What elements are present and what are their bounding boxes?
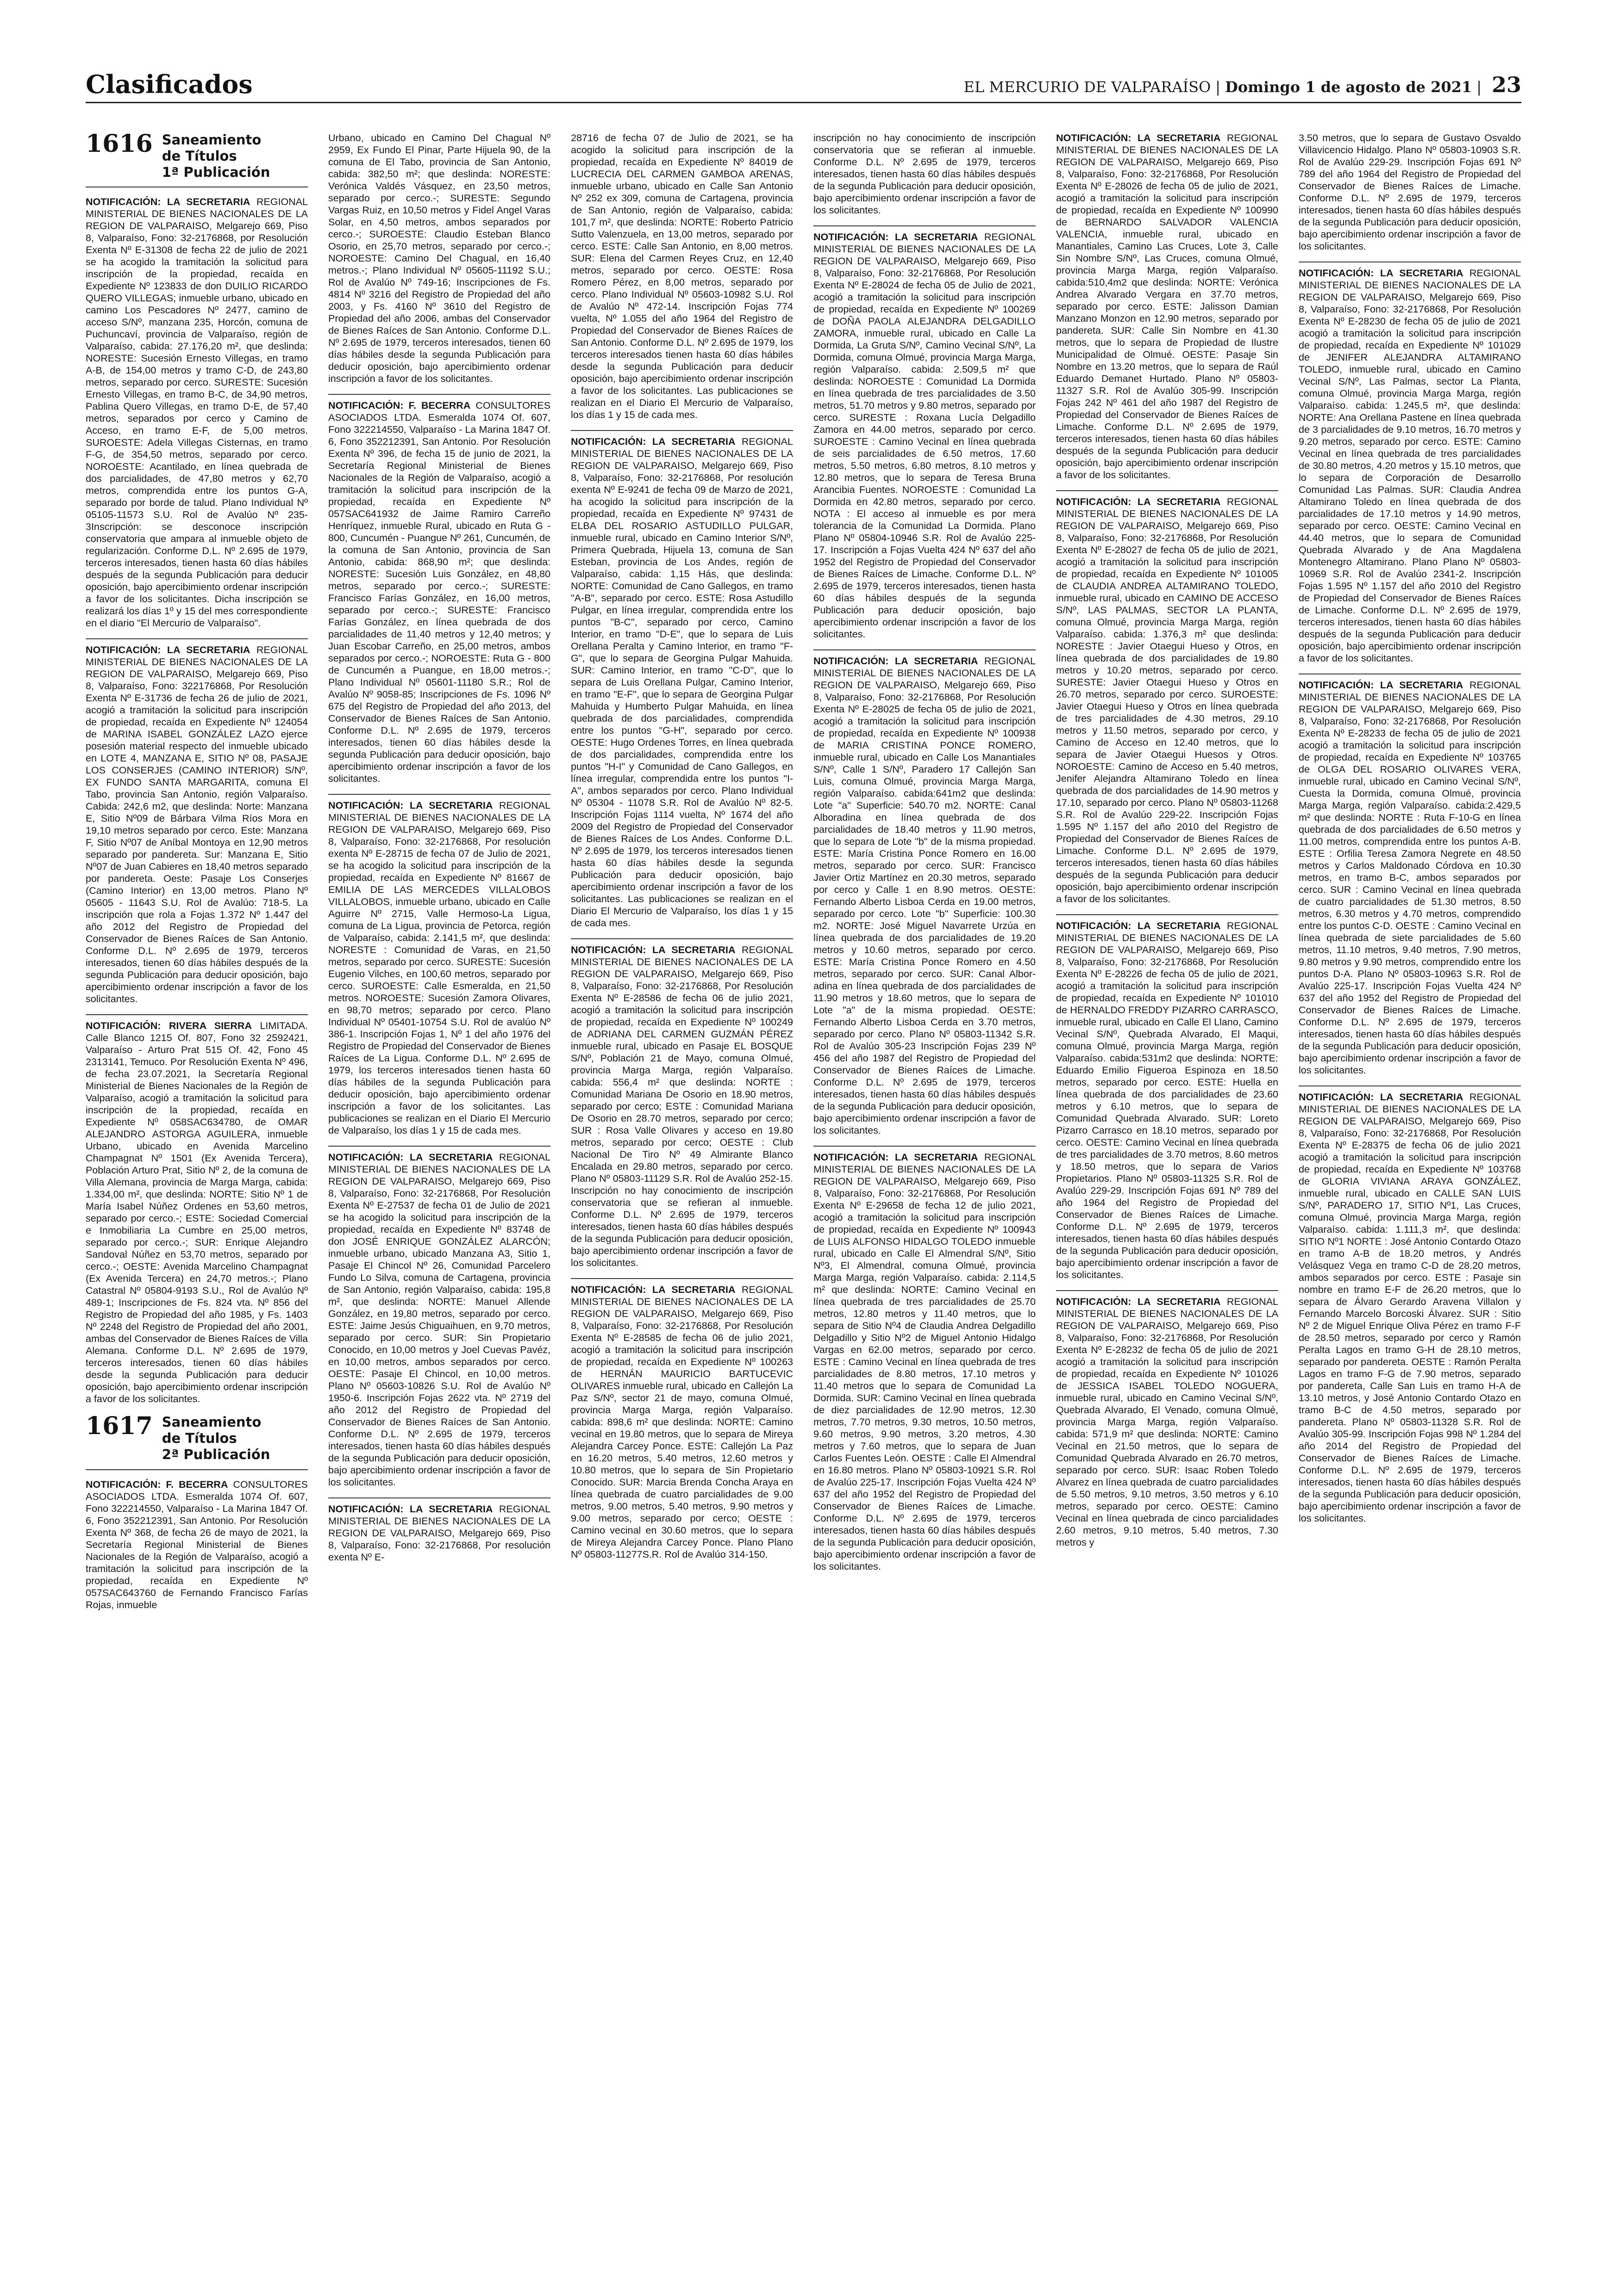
notice-lead: NOTIFICACIÓN: LA SECRETARIA [571, 944, 736, 955]
issue-date: Domingo 1 de agosto de 2021 [1225, 78, 1472, 96]
notice-lead: NOTIFICACIÓN: LA SECRETARIA [1299, 680, 1463, 691]
newspaper-name: EL MERCURIO DE VALPARAÍSO [963, 78, 1211, 96]
legal-notice [1299, 1086, 1521, 1524]
notice-body: REGIONAL MINISTERIAL DE BIENES NACIONALES DE LA REGION DE VALPARAISO, Melgarejo 669, Piso 8, Valparaíso, Fono: 32-2176868, Por resolución exenta Nº E-9241 de fecha 09 de Marzo de 2021, ha acogido la solicitud para inscripción de la propiedad, recaída en Expediente Nº 97431 de ELBA DEL ROSARIO ASTUDILLO PULGAR, inmueble rural, ubicado en Camino Interior S/Nº, Primera Quebrada, Hijuela 13, comuna de San Esteban, provincia de Los Andes, región de Valparaíso, cabida: 1,15 Hás, que deslinda: NORTE: Comunidad de Cano Gallegos, en tramo "A-B", separado por cerco. ESTE: Rosa Astudillo Pulgar, en línea irregular, comprendida entre los puntos "B-C", separado por cerco, Camino Interior, en tramo "D-E", que lo separa de Luis Orellana Peralta y Camino Interior, en tramo "F-G", que lo separa de Georgina Pulgar Mahuida. SUR: Camino Interior, en tramo "C-D", que lo separa de Luis Orellana Pulgar, Camino Interior, en tramo "E-F", que lo separa de Georgina Pulgar Mahuida y Humberto Pulgar Mahuida, en línea quebrada de dos parcialidades, comprendida entre los puntos "G-H", separado por cerco. OESTE: Hugo Ordenes Torres, en línea quebrada de dos parcialidades, comprendida entre los puntos "H-I" y Comunidad de Cano Gallegos, en línea irregular, comprendida entre los puntos "I-A", ambos separados por cerco. Plano Individual Nº 05304 - 11078 S.R. Rol de Avalúo Nº 82-5. Inscripción Fojas 1114 vuelta, Nº 1674 del año 2009 del Registro de Propiedad del Conservador de Bienes Raíces de Los Andes. Conforme D.L. Nº 2.695 de 1979, los terceros interesados tienen hasta 60 días hábiles desde la segunda Publicación para deducir oposición, bajo apercibimiento ordenar inscripción a favor de los solicitantes. Las publicaciones se realizan en el Diario El Mercurio de Valparaíso, los días 1 y 15 de cada mes. [571, 436, 793, 929]
legal-notice [1056, 914, 1278, 1281]
notice-lead: NOTIFICACIÓN: LA SECRETARIA [1299, 268, 1463, 279]
page-number: 23 [1491, 72, 1521, 97]
category-number: 1616 [86, 132, 153, 158]
notice-lead: NOTIFICACIÓN: LA SECRETARIA [328, 1504, 493, 1515]
notice-lead: NOTIFICACIÓN: LA SECRETARIA [1056, 132, 1221, 144]
category-number: 1617 [86, 1412, 153, 1441]
notice-body: CONSULTORES ASOCIADOS LTDA. Esmeralda 1074 Of. 607, Fono 322214550, Valparaíso - La Marina 1847 Of. 6, Fono 352212391, San Antonio. Por Resolución Exenta Nº 368, de fecha 26 de mayo de 2021, la Secretaría Regional Ministerial de Bienes Nacionales de la Región de Valparaíso, acogió a tramitación la solicitud para inscripción de la propiedad, recaída en Expediente Nº 057SAC643760 de Fernando Francisco Farías Rojas, inmueble [86, 1479, 308, 1610]
header-separator: | [1215, 78, 1221, 96]
category-line: de Títulos [162, 148, 237, 164]
notice-lead: NOTIFICACIÓN: LA SECRETARIA [1299, 1092, 1463, 1103]
column-4 [813, 132, 1036, 2252]
notice-body: inscripción no hay conocimiento de inscripción conservatoria que se refieran al inmueble. Conforme D.L. Nº 2.695 de 1979, terceros interesados, tienen hasta 60 días hábiles después de la segunda Publicación para deducir oposición, bajo apercibimiento ordenar inscripción a favor de los solicitantes. [813, 132, 1036, 216]
notice-body: REGIONAL MINISTERIAL DE BIENES NACIONALES DE LA REGION DE VALPARAISO, Melgarejo 669, Piso 8, Valparaíso, Fono: 32-2176868, Por Resolución Exenta Nº E-28027 de fecha 05 de julio de 2021, acogió a tramitación la solicitud para inscripción de propiedad, recaída en Expediente Nº 101005 de CLAUDIA ANDREA ALTAMIRANO TOLEDO, inmueble rural, ubicado en CAMINO DE ACCESO S/Nº, LAS PALMAS, SECTOR LA PLANTA, comuna Olmué, provincia Marga Marga, región Valparaíso. cabida: 1.376,3 m² que deslinda: NORESTE : Javier Otaegui Hueso y Otros, en línea quebrada de dos parcialidades de 19.80 metros y 10.20 metros, separado por cerco. SURESTE: Javier Otaegui Hueso y Otros en 26.70 metros, separado por cerco. SUROESTE: Javier Otaegui Hueso y Otros en línea quebrada de tres parcialidades de 4.30 metros, 29.10 metros y 11.50 metros, separado por cerco, y Camino de Acceso en 12.40 metros, que lo separa de Javier Otaegui Huesos y Otros. NOROESTE: Camino de Acceso en 5.40 metros, Jenifer Alejandra Altamirano Toledo en línea quebrada de dos parcialidades de 14.90 metros y 17.10, separado por cerco. Plano Nº 05803-11268 S.R. Rol de Avalúo 229-22. Inscripción Fojas 1.595 Nº 1.157 del año 2010 del Registro de Propiedad del Conservador de Bienes Raíces de Limache. Conforme D.L. Nº 2.695 de 1979, terceros interesados, tienen hasta 60 días hábiles después de la segunda Publicación para deducir oposición, bajo apercibimiento ordenar inscripción a favor de los solicitantes. [1056, 496, 1278, 905]
legal-notice [571, 938, 793, 1269]
legal-notice [328, 1146, 550, 1488]
notice-lead: NOTIFICACIÓN: LA SECRETARIA [813, 231, 978, 243]
column-6 [1299, 132, 1521, 2252]
column-3 [571, 132, 793, 2252]
category-title [162, 1414, 270, 1462]
notice-body: REGIONAL MINISTERIAL DE BIENES NACIONALES DE LA REGION DE VALPARAISO, Melgarejo 669, Piso 8, Valparaíso, Fono: 32-2176868, Por Resolución Exenta Nº E-28375 de fecha 06 de julio 2021 acogió a tramitación la solicitud para inscripción de propiedad, recaída en Expediente Nº 103768 de GLORIA VIVIANA ARAYA GONZÁLEZ, inmueble rural, ubicado en CALLE SAN LUIS S/Nº, PARADERO 17, SITIO Nº1, Las Cruces, comuna Olmué, provincia Marga Marga, región Valparaíso. cabida: 1.111,3 m², que deslinda: SITIO Nº1 NORTE : José Antonio Contardo Otazo en tramo A-B de 18.20 metros, y Andrés Velásquez Vega en tramo C-D de 28.20 metros, ambos separados por cerco. ESTE : Pasaje sin nombre en tramo E-F de 26.20 metros, que lo separa de Álvaro Gerardo Aravena Villalon y Fernando Marcelo Borcoski Álvarez. SUR : Sitio Nº 2 de Miguel Enrique Oliva Pérez en tramo F-F de 28.50 metros, separado por cerco y Ramón Peralta Lagos en tramo G-H de 28.10 metros, separado por pandereta. OESTE : Ramón Peralta Lagos en tramo F-G de 7.90 metros, separado por pandereta, Calle San Luis en tramo H-A de 13.10 metros, y José Antonio Contardo Otazo en tramo B-C de 4.50 metros, separado por pandereta. Plano Nº 05803-11328 S.R. Rol de Avalúo 305-99. Inscripción Fojas 998 Nº 1.284 del año 2014 del Registro de Propiedad del Conservador de Bienes Raíces de Limache. Conforme D.L. Nº 2.695 de 1979, terceros interesados, tienen hasta 60 días hábiles después de la segunda Publicación para deducir oposición, bajo apercibimiento ordenar inscripción a favor de los solicitantes. [1299, 1092, 1521, 1524]
legal-notice [86, 1014, 308, 1405]
column-5 [1056, 132, 1278, 2252]
section-title: Clasificados [86, 69, 253, 99]
notice-lead: NOTIFICACIÓN: LA SECRETARIA [813, 1152, 978, 1163]
category-line: Saneamiento [162, 132, 262, 148]
legal-notice [813, 1146, 1036, 1572]
notice-body: REGIONAL MINISTERIAL DE BIENES NACIONALES DE LA REGION DE VALPARAISO, Melgarejo 669, Piso 8, Valparaíso, Fono: 32-2176868, Por Resolución Exenta Nº E-28232 de fecha 05 de julio de 2021 acogió a tramitación la solicitud para inscripción de propiedad, recaída en Expediente Nº 101026 de JESSICA ISABEL TOLEDO NOGUERA, inmueble rural, ubicado en Camino Vecinal S/Nº, Quebrada Alvarado, El Venado, comuna Olmué, provincia Marga Marga, región Valparaíso. cabida: 571,9 m² que deslinda: NORTE: Camino Vecinal en 21.50 metros, que lo separa de Comunidad Quebrada Alvarado en 26.70 metros, separado por cerco. SUR: Isaac Roben Toledo Alvarez en línea quebrada de cuatro parcialidades de 5.50 metros, 9.10 metros, 3.50 metros y 6.10 metros, separado por cerco. OESTE: Camino Vecinal en línea quebrada de cinco parcialidades 2.60 metros, 9.10 metros, 5.40 metros, 7.30 metros y [1056, 1296, 1278, 1548]
legal-notice [86, 196, 308, 629]
legal-notice-continued [813, 132, 1036, 216]
notice-lead: NOTIFICACIÓN: LA SECRETARIA [571, 436, 736, 447]
legal-notice [571, 1278, 793, 1560]
legal-notice [328, 794, 550, 1136]
notice-body: REGIONAL MINISTERIAL DE BIENES NACIONALES DE LA REGION DE VALPARAISO, Melgarejo 669, Piso 8, Valparaíso, Fono: 32-2176868, Por Resolución Exenta Nº E-28025 de fecha 05 de julio de 2021, acogió a tramitación la solicitud para inscripción de propiedad, recaída en Expediente Nº 100938 de MARIA CRISTINA PONCE ROMERO, inmueble rural, ubicado en Calle Los Manantiales S/Nº, Calle 1 S/Nº, Paradero 17 Callejón San Luis, comuna Olmué, provincia Marga Marga, región Valparaíso. cabida:641m2 que deslinda: Lote "a" Superficie: 540.70 m2. NORTE: Canal Alboradina en línea quebrada de dos parcialidades de 18.40 metros y 11.90 metros, que lo separa de Lote "b" de la misma propiedad. ESTE: María Cristina Ponce Romero en 16.00 metros, separado por cerco. SUR: Francisco Javier Ortiz Martínez en 20.30 metros, separado por cerco y Calle 1 en 8.90 metros. OESTE: Fernando Alberto Lisboa Cerda en 19.00 metros, separado por cerco. Lote "b" Superficie: 100.30 m2. NORTE: José Miguel Navarrete Urzúa en línea quebrada de dos parcialidades de 19.20 metros y 10.60 metros, separado por cerco. ESTE: María Cristina Ponce Romero en 4.50 metros, separado por cerco. SUR: Canal Alboradina en línea quebrada de dos parcialidades de 11.90 metros y 18.60 metros, que lo separa de Lote "a" de la misma propiedad. OESTE: Fernando Alberto Lisboa Cerda en 3.70 metros, separado por cerco. Plano Nº 05803-11342 S.R. Rol de Avalúo 305-23 Inscripción Fojas 239 Nº 456 del año 1987 del Registro de Propiedad del Conservador de Bienes Raíces de Limache. Conforme D.L. Nº 2.695 de 1979, terceros interesados, tienen hasta 60 días hábiles después de la segunda Publicación para deducir oposición, bajo apercibimiento ordenar inscripción a favor de los solicitantes. [813, 655, 1036, 1136]
notice-lead: NOTIFICACIÓN: RIVERA SIERRA [86, 1020, 252, 1032]
notice-body: Urbano, ubicado en Camino Del Chagual Nº 2959, Ex Fundo El Pinar, Parte Hijuela 90, de la comuna de El Tabo, provincia de San Antonio, cabida: 382,50 m²; que deslinda: NORESTE: Verónica Valdés Vásquez, en 23,50 metros, separado por cerco.-; SURESTE: Segundo Vargas Ruiz, en 10,50 metros y Fidel Angel Varas Solar, en 4,50 metros, ambos separados por cerco.-; SUROESTE: Claudio Esteban Blanco Osorio, en 25,70 metros, separado por cerco.-; NOROESTE: Camino Del Chagual, en 16,40 metros.-; Plano Individual Nº 05605-11192 S.U.; Rol de Avalúo Nº 749-16; Inscripciones de Fs. 4814 Nº 3216 del Registro de Propiedad del año 2003, y Fs. 4160 Nº 3610 del Registro de Propiedad del año 2006, ambas del Conservador de Bienes Raíces de San Antonio. Conforme D.L. Nº 2.695 de 1979, terceros interesados, tienen 60 días hábiles desde la segunda Publicación para deducir oposición, bajo apercibimiento ordenar inscripción a favor de los solicitantes. [328, 132, 550, 384]
notice-body: REGIONAL MINISTERIAL DE BIENES NACIONALES DE LA REGION DE VALPARAISO, Melgarejo 669, Piso 8, Valparaíso, Fono: 32-2176868, por Resolución Exenta Nº E-31308 de fecha 22 de julio de 2021 se ha acogido la tramitación la solicitud para inscripción de la propiedad, recaída en Expediente Nº 123833 de don DUILIO RICARDO QUERO VILLEGAS; inmueble urbano, ubicado en camino Los Pescadores Nº 2477, camino de acceso S/Nº, manzana 235, Horcón, comuna de Puchuncaví, provincia de Valparaíso, región de Valparaíso, cabida: 27.176,20 m², que deslinda: NORESTE: Sucesión Ernesto Villegas, en tramo A-B, de 154,00 metros y tramo C-D, de 243,80 metros, separado por cerco. SURESTE: Sucesión Ernesto Villegas, en tramo B-C, de 34,90 metros, Pablina Quero Villegas, en tramo D-E, de 57,40 metros, separados por cerco y Camino de Acceso, en tramo E-F, de 5,00 metros. SUROESTE: Adela Villegas Cisternas, en tramo F-G, de 354,50 metros, separado por cerco. NOROESTE: Acantilado, en línea quebrada de dos parcialidades, de 47,80 metros y 62,70 metros, comprendida entre los puntos G-A, separado por borde de talud. Plano Individual Nº 05105-11573 S.U. Rol de Avalúo Nº 235-3Inscripción: se desconoce inscripción conservatoria que ampara al inmueble objeto de regularización. Conforme D.L. Nº 2.695 de 1979, terceros interesados, tienen hasta 60 días hábiles después de la segunda Publicación para deducir oposición, bajo apercibimiento ordenar inscripción a favor de los solicitantes. Dicha inscripción se realizará los días 1º y 15 del mes correspondiente en el diario "El Mercurio de Valparaíso". [86, 196, 308, 629]
notice-lead: NOTIFICACIÓN: LA SECRETARIA [1056, 920, 1221, 931]
legal-notice [571, 430, 793, 929]
notice-body: REGIONAL MINISTERIAL DE BIENES NACIONALES DE LA REGION DE VALPARAISO, Melgarejo 669, Piso 8, Valparaíso, Fono: 32-2176868, Por Resolución Exenta Nº E-28024 de fecha 05 de Julio de 2021, acogió a tramitación la solicitud para inscripción de propiedad, recaída en Expediente Nº 100269 de DOÑA PAOLA ALEJANDRA DELGADILLO ZAMORA, inmueble rural, ubicado en Calle La Dormida, La Gruta S/Nº, Camino Vecinal S/Nº, La Dormida, comuna Olmué, provincia Marga Marga, región Valparaíso. cabida: 2.509,5 m² que deslinda: NOROESTE : Comunidad La Dormida en línea quebrada de tres parcialidades de 3.50 metros, 51.70 metros y 9.80 metros, separado por cerco. SURESTE : Roxana Lucía Delgadillo Zamora en 44.00 metros, separado por cerco. SUROESTE : Camino Vecinal en línea quebrada de seis parcialidades de 6.50 metros, 17.60 metros, 5.50 metros, 6.80 metros, 8.10 metros y 12.80 metros, que lo separa de Teresa Bruna Arancibia Fuentes. NOROESTE : Comunidad La Dormida en 42.80 metros, separado por cerco. NOTA : El acceso al inmueble es por mera tolerancia de la Comunidad La Dormida. Plano Plano Nº 05804-10946 S.R. Rol de Avalúo 225-17. Inscripción a Fojas Vuelta 424 Nº 637 del año 1952 del Registro de Propiedad del Conservador de Bienes Raíces de Limache. Conforme D.L. Nº 2.695 de 1979, terceros interesados, tienen hasta 60 días hábiles después de la segunda Publicación para deducir oposición, bajo apercibimiento ordenar inscripción a favor de los solicitantes. [813, 231, 1036, 640]
notice-body: REGIONAL MINISTERIAL DE BIENES NACIONALES DE LA REGION DE VALPARAISO, Melgarejo 669, Piso 8, Valparaíso, Fono: 32-2176868, Por Resolución Exenta Nº E-28233 de fecha 05 de julio de 2021 acogió a tramitación la solicitud para inscripción de propiedad, recaída en Expediente Nº 103765 de OLGA DEL ROSARIO OLIVARES VERA, inmueble rural, ubicado en Camino Vecinal S/Nº, Cuesta la Dormida, comuna Olmué, provincia Marga Marga, región Valparaíso. cabida:2.429,5 m² que deslinda: NORTE : Ruta F-10-G en línea quebrada de dos parcialidades de 6.50 metros y 11.00 metros, comprendida entre los puntos A-B. ESTE : Orfilia Teresa Zamora Negrete en 48.50 metros y Carlos Maldonado Córdova en 10.30 metros, en tramo B-C, ambos separados por cerco. SUR : Camino Vecinal en línea quebrada de cuatro parcialidades de 51.30 metros, 8.50 metros, 6.30 metros y 4.70 metros, comprendido entre los puntos C-D. OESTE : Camino Vecinal en línea quebrada de siete parcialidades de 5.60 metros, 11.10 metros, 9.40 metros, 7.90 metros, 9.80 metros y 9.90 metros, comprendido entre los puntos D-A. Plano Nº 05803-10963 S.R. Rol de Avalúo 225-17. Inscripción Fojas Vuelta 424 Nº 637 del año 1952 del Registro de Propiedad del Conservador de Bienes Raíces de Limache. Conforme D.L. Nº 2.695 de 1979, terceros interesados, tienen hasta 60 días hábiles después de la segunda Publicación para deducir oposición, bajo apercibimiento ordenar inscripción a favor de los solicitantes. [1299, 680, 1521, 1076]
legal-notice-continued [571, 132, 793, 421]
category-line: de Títulos [162, 1430, 237, 1447]
legal-notice [86, 638, 308, 1005]
paper-info [963, 72, 1521, 97]
notice-lead: NOTIFICACIÓN: LA SECRETARIA [1056, 1296, 1221, 1307]
notice-body: 28716 de fecha 07 de Julio de 2021, se ha acogido la solicitud para inscripción de la propiedad, recaída en Expediente Nº 84019 de LUCRECIA DEL CARMEN GAMBOA ARENAS, inmueble urbano, ubicado en Calle San Antonio Nº 252 ex 309, comuna de Cartagena, provincia de San Antonio, región de Valparaíso, cabida: 101,7 m², que deslinda: NORTE: Roberto Patricio Sutto Valenzuela, en 13,00 metros, separado por cerco. ESTE: Calle San Antonio, en 8,00 metros. SUR: Elena del Carmen Reyes Cruz, en 12,40 metros, separado por cerco. OESTE: Rosa Romero Pérez, en 8,00 metros, separado por cerco. Plano Individual Nº 05603-10982 S.U. Rol de Avalúo Nº 472-14. Inscripción Fojas 774 vuelta, Nº 1.055 del año 1964 del Registro de Propiedad del Conservador de Bienes Raíces de San Antonio. Conforme D.L. Nº 2.695 de 1979, los terceros interesados tienen hasta 60 días hábiles desde la segunda Publicación para deducir oposición, bajo apercibimiento ordenar inscripción a favor de los solicitantes. Las publicaciones se realizan en el Diario El Mercurio de Valparaíso, los días 1 y 15 de cada mes. [571, 132, 793, 420]
header-separator-2: | [1476, 78, 1482, 96]
notice-lead: NOTIFICACIÓN: LA SECRETARIA [86, 644, 250, 656]
category-header-1617 [86, 1414, 308, 1470]
column-1 [86, 132, 308, 2252]
legal-notice [328, 1497, 550, 1563]
legal-notice [1299, 262, 1521, 664]
category-line: Saneamiento [162, 1414, 262, 1430]
category-header-1616 [86, 132, 308, 187]
legal-notice [1299, 674, 1521, 1076]
notice-lead: NOTIFICACIÓN: LA SECRETARIA [571, 1284, 736, 1295]
notice-body: REGIONAL MINISTERIAL DE BIENES NACIONALES DE LA REGION DE VALPARAISO, Melgarejo 669, Piso 8, Valparaíso, Fono: 32-2176868, Por Resolución Exenta Nº E-28586 de fecha 06 de julio 2021, acogió a tramitación la solicitud para inscripción de propiedad, recaída en Expediente Nº 100249 de ADRIANA DEL CARMEN GUZMÁN PÉREZ inmueble rural, ubicado en Pasaje EL BOSQUE S/Nº, Población 21 de Mayo, comuna Olmué, provincia Marga Marga, región Valparaíso. cabida: 556,4 m² que deslinda: NORTE : Comunidad Mariana De Osorio en 18.90 metros, separado por cerco; ESTE : Comunidad Mariana De Osorio en 28.70 metros, separado por cerco; SUR : Rosa Valle Olivares y acceso en 19.80 metros, separado por cerco; OESTE : Club Nacional De Tiro Nº 49 Almirante Blanco Encalada en 29.80 metros, separado por cerco. Plano Nº 05803-11129 S.R. Rol de Avalúo 252-15. Inscripción no hay conocimiento de inscripción conservatoria que se refieran al inmueble. Conforme D.L. Nº 2.695 de 1979, terceros interesados, tienen hasta 60 días hábiles después de la segunda Publicación para deducir oposición, bajo apercibimiento ordenar inscripción a favor de los solicitantes. [571, 944, 793, 1268]
legal-notice [813, 225, 1036, 640]
notice-body: REGIONAL MINISTERIAL DE BIENES NACIONALES DE LA REGION DE VALPARAISO, Melgarejo 669, Piso 8, Valparaíso, Fono: 32-2176868, Por Resolución Exenta Nº E-28226 de fecha 05 de julio de 2021, acogió a tramitación la solicitud para inscripción de propiedad, recaída en Expediente Nº 101010 de HERNALDO FREDDY PIZARRO CARRASCO, inmueble rural, ubicado en Calle El Llano, Camino Vecinal S/Nº, Quebrada Alvarado, El Maqui, comuna Olmué, provincia Marga Marga, región Valparaíso. cabida:531m2 que deslinda: NORTE: Eduardo Emilio Figueroa Espinoza en 18.50 metros, separado por cerco. ESTE: Huella en línea quebrada de dos parcialidades de 23.60 metros y 6.10 metros, que lo separa de Comunidad Quebrada Alvarado. SUR: Loreto Pizarro Carrasco en 18.10 metros, separado por cerco. OESTE: Camino Vecinal en línea quebrada de tres parcialidades de 3.70 metros, 8.60 metros y 18.50 metros, que lo separa de Varios Propietarios. Plano Nº 05803-11325 S.R. Rol de Avalúo 229-29. Inscripción Fojas 691 Nº 789 del año 1964 del Registro de Propiedad del Conservador de Bienes Raíces de Limache. Conforme D.L. Nº 2.695 de 1979, terceros interesados, tienen hasta 60 días hábiles después de la segunda Publicación para deducir oposición, bajo apercibimiento ordenar inscripción a favor de los solicitantes. [1056, 920, 1278, 1280]
legal-notice [86, 1479, 308, 1611]
legal-notice [1056, 132, 1278, 481]
legal-notice [1056, 490, 1278, 905]
notice-body: REGIONAL MINISTERIAL DE BIENES NACIONALES DE LA REGION DE VALPARAISO, Melgarejo 669, Piso 8, Valparaíso, Fono: 32-2176868, Por Resolución Exenta Nº E-29658 de fecha 12 de julio 2021, acogió a tramitación la solicitud para inscripción de propiedad, recaída en Expediente Nº 100943 de LUIS ALFONSO HIDALGO TOLEDO inmueble rural, ubicado en Calle El Almendral S/Nº, Sitio Nº3, El Almendral, comuna Olmué, provincia Marga Marga, región Valparaíso. cabida: 2.114,5 m² que deslinda: NORTE: Camino Vecinal en línea quebrada de tres parcialidades de 25.70 metros, 12.80 metros y 11.40 metros, que lo separa de Sitio Nº4 de Claudia Andrea Delgadillo Delgadillo y Sitio Nº2 de Miguel Antonio Hidalgo Vargas en 62.00 metros, separado por cerco. ESTE : Camino Vecinal en línea quebrada de tres parcialidades de 8.80 metros, 17.10 metros y 11.40 metros que lo separa de Comunidad La Dormida. SUR: Camino Vecinal en línea quebrada de diez parcialidades de 12.90 metros, 12.30 metros, 7.70 metros, 9.30 metros, 10.50 metros, 9.60 metros, 9.90 metros, 3.20 metros, 4.30 metros y 7.60 metros, que lo separa de Juan Carlos Fuentes León. OESTE : Calle El Almendral en 16.80 metros. Plano Nº 05803-10921 S.R. Rol de Avalúo 225-17. Inscripción Fojas Vuelta 424 Nº 637 del año 1952 del Registro de Propiedad del Conservador de Bienes Raíces de Limache. Conforme D.L. Nº 2.695 de 1979, terceros interesados, tienen hasta 60 días hábiles después de la segunda Publicación para deducir oposición, bajo apercibimiento ordenar inscripción a favor de los solicitantes. [813, 1152, 1036, 1572]
notice-body: CONSULTORES ASOCIADOS LTDA. Esmeralda 1074 Of. 607, Fono 322214550, Valparaíso - La Marina 1847 Of. 6, Fono 352212391, San Antonio. Por Resolución Exenta Nº 396, de fecha 15 de junio de 2021, la Secretaría Regional Ministerial de Bienes Nacionales de la Región de Valparaíso, acogió a tramitación la solicitud para inscripción de la propiedad, recaída en Expediente Nº 057SAC641932 de Jaime Ramiro Carreño Henríquez, inmueble Rural, ubicado en Ruta G - 800, Cuncumén - Puangue Nº 261, Cuncumén, de la comuna de San Antonio, provincia de San Antonio, cabida: 868,90 m²; que deslinda: NORESTE: Sucesión Luis González, en 48,80 metros, separado por cerco.-; SURESTE: Francisco Farías González, en 16,00 metros, separado por cerco.-; SURESTE: Francisco Farías González, en línea quebrada de dos parcialidades de 11,40 metros y 12,40 metros; y Juan Escobar Carreño, en 25,00 metros, ambos separados por cerco.-; NOROESTE: Ruta G - 800 de Cuncumén a Puangue, en 18,00 metros.-; Plano Individual Nº 05601-11180 S.R.; Rol de Avalúo Nº 9058-85; Inscripciones de Fs. 1096 Nº 675 del Registro de Propiedad del año 2013, del Conservador de Bienes Raíces de San Antonio. Conforme D.L. Nº 2.695 de 1979, terceros interesados, tienen 60 días hábiles desde la segunda Publicación para deducir oposición, bajo apercibimiento ordenar inscripción a favor de los solicitantes. [328, 400, 550, 784]
notice-body: REGIONAL MINISTERIAL DE BIENES NACIONALES DE LA REGION DE VALPARAISO, Melgarejo 669, Piso 8, Valparaíso, Fono: 32-2176868, Por Resolución Exenta Nº E-28230 de fecha 05 de julio de 2021 acogió a tramitación la solicitud para inscripción de propiedad, recaída en Expediente Nº 101029 de JENIFER ALEJANDRA ALTAMIRANO TOLEDO, inmueble rural, ubicado en Camino Vecinal S/Nº, Las Palmas, sector La Planta, comuna Olmué, provincia Marga Marga, región Valparaíso. cabida: 1.245,5 m², que deslinda: NORTE: Ana Orellana Pastene en línea quebrada de 3 parcialidades de 9.10 metros, 16.70 metros y 9.20 metros, separado por cerco. ESTE: Camino Vecinal en línea quebrada de tres parcialidades de 30.80 metros, 4.20 metros y 15.10 metros, que lo separa de Corporación de Desarrollo Comunidad Las Palmas. SUR: Claudia Andrea Altamirano Toledo en línea quebrada de dos parcialidades de 17.10 metros y 14.90 metros, separado por cerco. OESTE: Camino Vecinal en 44.40 metros, que lo separa de Comunidad Quebrada Alvarado y de Ana Magdalena Montenegro Altamirano. Plano Plano Nº 05803-10969 S.R. Rol de Avalúo 2341-2. Inscripción Fojas 1.595 Nº 1.157 del año 2010 del Registro de Propiedad del Conservador de Bienes Raíces de Limache. Conforme D.L. Nº 2.695 de 1979, terceros interesados, tienen hasta 60 días hábiles después de la segunda Publicación para deducir oposición, bajo apercibimiento ordenar inscripción a favor de los solicitantes. [1299, 268, 1521, 664]
masthead [86, 60, 1521, 103]
notice-body: REGIONAL MINISTERIAL DE BIENES NACIONALES DE LA REGION DE VALPARAISO, Melgarejo 669, Piso 8, Valparaíso, Fono: 32-2176868, Por resolución exenta Nº E-28715 de fecha 07 de Julio de 2021, se ha acogido la solicitud para inscripción de la propiedad, recaída en Expediente Nº 81667 de EMILIA DE LAS MERCEDES VILLALOBOS VILLALOBOS, inmueble urbano, ubicado en Calle Aguirre Nº 2715, Valle Hermoso-La Ligua, comuna de La Ligua, provincia de Petorca, región de Valparaíso, cabida: 2.141,5 m², que deslinda: NORESTE : Comunidad de Varas, en 21,50 metros, separado por cerco. SURESTE: Sucesión Eugenio Vilches, en 100,60 metros, separado por cerco. SUROESTE: Calle Esmeralda, en 21,50 metros. NOROESTE: Sucesión Zamora Olivares, en 98,70 metros; separado por cerco. Plano Individual Nº 05401-10754 S.U. Rol de avalúo Nº 386-1. Inscripción Fojas 1, Nº 1 del año 1976 del Registro de Propiedad del Conservador de Bienes Raíces de La Ligua. Conforme D.L. Nº 2.695 de 1979, los terceros interesados tienen hasta 60 días hábiles de la segunda Publicación para deducir oposición, bajo apercibimiento ordenar inscripción a favor de los solicitantes. Las publicaciones se realizan en el Diario El Mercurio de Valparaíso, los días 1 y 15 de cada mes. [328, 800, 550, 1136]
notice-lead: NOTIFICACIÓN: LA SECRETARIA [328, 800, 493, 811]
classifieds-columns [86, 132, 1521, 2252]
notice-lead: NOTIFICACIÓN: F. BECERRA [86, 1479, 228, 1490]
legal-notice [328, 394, 550, 785]
legal-notice [1056, 1290, 1278, 1548]
notice-lead: NOTIFICACIÓN: LA SECRETARIA [328, 1152, 493, 1163]
notice-body: REGIONAL MINISTERIAL DE BIENES NACIONALES DE LA REGION DE VALPARAISO, Melgarejo 669, Piso 8, Valparaíso, Fono: 32-2176868, Por resolución exenta Nº E- [328, 1504, 550, 1563]
notice-body: REGIONAL MINISTERIAL DE BIENES NACIONALES DE LA REGION DE VALPARAISO, Melgarejo 669, Piso 8, Valparaíso, Fono: 32-2176868, Por Resolución Exenta Nº E-28585 de fecha 06 de julio 2021, acogió a tramitación la solicitud para inscripción de propiedad, recaída en Expediente Nº 100263 de HERNÁN MAURICIO BARTUCEVIC OLIVARES inmueble rural, ubicado en Callejón La Paz S/Nº, sector 21 de mayo, comuna Olmué, provincia Marga Marga, región Valparaíso. cabida: 898,6 m² que deslinda: NORTE: Camino vecinal en 19.80 metros, que lo separa de Mireya Alejandra Carcey Ponce. ESTE: Callejón La Paz en 16.20 metros, 5.40 metros, 12.60 metros y 10.80 metros, que lo separa de Sin Propietario Conocido. SUR: Marcia Brenda Concha Araya en línea quebrada de cuatro parcialidades de 9.00 metros, 9.00 metros, 5.40 metros, 9.90 metros y 9.00 metros, separado por cerco; OESTE : Camino vecinal en 30.60 metros, que lo separa de Mireya Alejandra Carcey Ponce. Plano Plano Nº 05803-11277S.R. Rol de Avalúo 314-150. [571, 1284, 793, 1560]
notice-lead: NOTIFICACIÓN: F. BECERRA [328, 400, 471, 411]
category-line: 1ª Publicación [162, 164, 270, 180]
notice-lead: NOTIFICACIÓN: LA SECRETARIA [86, 196, 250, 208]
notice-body: REGIONAL MINISTERIAL DE BIENES NACIONALES DE LA REGION DE VALPARAISO, Melgarejo 669, Piso 8, Valparaíso, Fono: 322176868, Por Resolución Exenta Nº E-31736 de fecha 26 de julio de 2021, acogió a tramitación la solicitud para inscripción de propiedad, recaída en Expediente Nº 124054 de MARINA ISABEL GONZÁLEZ LAZO ejerce posesión material respecto del inmueble ubicado en LOTE 4, MANZANA E, SITIO Nº 08, PASAJE LOS CONSERJES (CAMINO INTERIOR) S/Nº, EX FUNDO SANTA MARGARITA, comuna El Tabo, provincia San Antonio, región Valparaíso. Cabida: 242,6 m2, que deslinda: Norte: Manzana E, Sitio Nº09 de Bárbara Vilma Ríos Mora en 19,10 metros separado por cerco. Este: Manzana F, Sitio Nº07 de Aníbal Montoya en 12,90 metros separado por pandereta. Sur: Manzana E, Sitio Nº07 de Juan Cabieres en 18,40 metros separado por pandereta. Oeste: Pasaje Los Conserjes (Camino Interior) en 13,00 metros. Plano Nº 05605 - 11643 S.U. Rol de Avalúo: 718-5. La inscripción que rola a Fojas 1.372 Nº 1.447 del año 2012 del Registro de Propiedad del Conservador de Bienes Raíces de San Antonio. Conforme D.L. Nº 2.695 de 1979, terceros interesados, tienen 60 días hábiles después de la segunda Publicación para deducir oposición, bajo apercibimiento ordenar inscripción a favor de los solicitantes. [86, 644, 308, 1005]
notice-body: 3.50 metros, que lo separa de Gustavo Osvaldo Villavicencio Hidalgo. Plano Nº 05803-10903 S.R. Rol de Avalúo 229-29. Inscripción Fojas 691 Nº 789 del año 1964 del Registro de Propiedad del Conservador de Bienes Raíces de Limache. Conforme D.L. Nº 2.695 de 1979, terceros interesados, tienen hasta 60 días hábiles después de la segunda Publicación para deducir oposición, bajo apercibimiento ordenar inscripción a favor de los solicitantes. [1299, 132, 1521, 252]
notice-lead: NOTIFICACIÓN: LA SECRETARIA [813, 655, 978, 667]
category-line: 2ª Publicación [162, 1446, 270, 1462]
column-2 [328, 132, 550, 2252]
notice-body: REGIONAL MINISTERIAL DE BIENES NACIONALES DE LA REGION DE VALPARAISO, Melgarejo 669, Piso 8, Valparaíso, Fono: 32-2176868, Por Resolución Exenta Nº E-27537 de fecha 01 de Julio de 2021 se ha acogido la solicitud para inscripción de la propiedad, recaída en Expediente Nº 83748 de don JOSÉ ENRIQUE GONZÁLEZ ALARCÓN; inmueble urbano, ubicado Manzana A3, Sitio 1, Pasaje El Chincol Nº 26, Comunidad Parcelero Fundo Lo Silva, comuna de Cartagena, provincia de San Antonio, región Valparaíso, cabida: 195,8 m², que deslinda: NORTE: Manuel Allende González, en 19,80 metros, separado por cerco. ESTE: Jaime Jesús Chiguaihuen, en 9,70 metros, separado por cerco. SUR: Sin Propietario Conocido, en 10,00 metros y Joel Cuevas Pavéz, en 10,00 metros, ambos separados por cerco. OESTE: Pasaje El Chincol, en 10,00 metros. Plano Nº 05603-10826 S.U. Rol de Avalúo Nº 1950-6. Inscripción Fojas 2622 vta. Nº 2719 del año 2012 del Registro de Propiedad del Conservador de Bienes Raíces de San Antonio. Conforme D.L. Nº 2.695 de 1979, terceros interesados, tienen hasta 60 días hábiles después de la segunda Publicación para deducir oposición, bajo apercibimiento ordenar inscripción a favor de los solicitantes. [328, 1152, 550, 1488]
category-title [162, 132, 270, 180]
notice-body: REGIONAL MINISTERIAL DE BIENES NACIONALES DE LA REGION DE VALPARAISO, Melgarejo 669, Piso 8, Valparaíso, Fono: 32-2176868, Por Resolución Exenta Nº E-28026 de fecha 05 de julio de 2021, acogió a tramitación la solicitud para inscripción de propiedad, recaída en Expediente Nº 100990 de BERNARDO SALVADOR VALENCIA VALENCIA, inmueble rural, ubicado en Manantiales, Camino Las Cruces, Lote 3, Calle Sin Nombre S/Nº, Las Cruces, comuna Olmué, provincia Marga Marga, región Valparaíso. cabida:510,4m2 que deslinda: NORTE: Verónica Andrea Alvarado Vergara en 37.70 metros, separado por cerco. ESTE: Jalisson Damian Manzano Monzon en 12.90 metros, separado por pandereta. SUR: Calle Sin Nombre en 41.30 metros, que lo separa de Propiedad de Ilustre Municipalidad de Olmué. OESTE: Pasaje Sin Nombre en 13.20 metros, que lo separa de Raúl Eduardo Demanet Hurtado. Plano Nº 05803-11327 S.R. Rol de Avalúo 305-99. Inscripción Fojas 242 Nº 461 del año 1987 del Registro de Propiedad del Conservador de Bienes Raíces de Limache. Conforme D.L. Nº 2.695 de 1979, terceros interesados, tienen hasta 60 días hábiles después de la segunda Publicación para deducir oposición, bajo apercibimiento ordenar inscripción a favor de los solicitantes. [1056, 132, 1278, 480]
notice-lead: NOTIFICACIÓN: LA SECRETARIA [1056, 496, 1221, 507]
legal-notice-continued [1299, 132, 1521, 252]
notice-body: LIMITADA. Calle Blanco 1215 Of. 807, Fono 32 2592421, Valparaíso - Arturo Prat 515 Of. 42, Fono 45 2313141, Temuco. Por Resolución Exenta Nº 496, de fecha 23.07.2021, la Secretaría Regional Ministerial de Bienes Nacionales de la Región de Valparaíso, acogió a tramitación la solicitud para inscripción de la propiedad, recaída en Expediente Nº 058SAC634780, de OMAR ALEJANDRO ASTORGA AGUILERA, inmueble Urbano, ubicado en Avenida Marcelino Champagnat Nº 1501 (Ex Avenida Tercera), Población Arturo Prat, Sitio Nº 2, de la comuna de Villa Alemana, provincia de Marga Marga, cabida: 1.334,00 m², que deslinda: NORTE: Sitio Nº 1 de María Isabel Núñez Ordenes en 53,60 metros, separado por cerco.-; ESTE: Sociedad Comercial e Inmobiliaria La Cumbre en 25,00 metros, separado por cerco.-; SUR: Enrique Alejandro Sandoval Núñez en 53,70 metros, separado por cerco.-; OESTE: Avenida Marcelino Champagnat (Ex Avenida Tercera) en 24,70 metros.-; Plano Catastral Nº 05804-9193 S.U., Rol de Avalúo Nº 489-1; Inscripciones de Fs. 824 vta. Nº 856 del Registro de Propiedad del año 1985, y Fs. 1403 Nº 2248 del Registro de Propiedad del año 2001, ambas del Conservador de Bienes Raíces de Villa Alemana. Conforme D.L. Nº 2.695 de 1979, terceros interesados, tienen 60 días hábiles desde la segunda Publicación para deducir oposición, bajo apercibimiento ordenar inscripción a favor de los solicitantes. [86, 1020, 308, 1405]
legal-notice [813, 649, 1036, 1136]
legal-notice-continued [328, 132, 550, 385]
